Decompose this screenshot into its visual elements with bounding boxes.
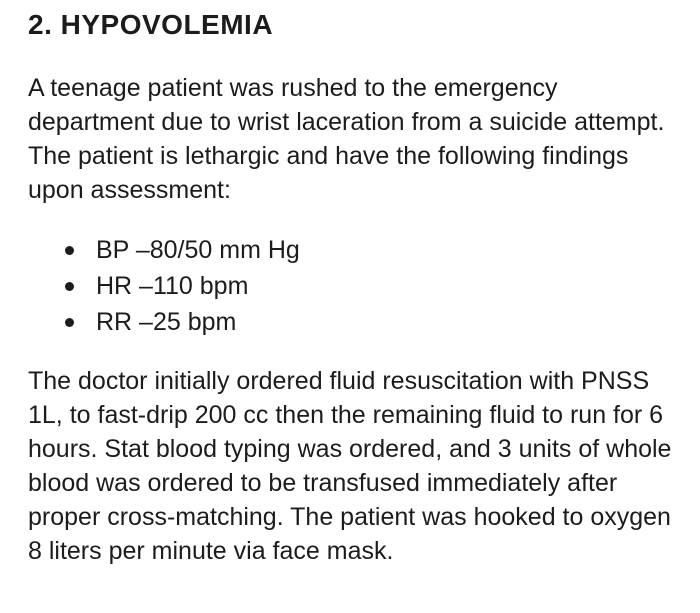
bullet-icon bbox=[65, 282, 74, 291]
finding-text: RR –25 bpm bbox=[96, 308, 237, 336]
bullet-icon bbox=[65, 318, 74, 327]
finding-text: HR –110 bpm bbox=[96, 272, 249, 300]
bullet-icon bbox=[65, 246, 74, 255]
section-heading: 2. HYPOVOLEMIA bbox=[28, 9, 274, 40]
case-description-paragraph: A teenage patient was rushed to the emergency department due to wrist laceration from a suicide attempt. The patient is lethargic and have the following findings upon assessment: bbox=[28, 74, 665, 204]
finding-text: BP –80/50 mm Hg bbox=[96, 236, 300, 264]
treatment-orders-paragraph: The doctor initially ordered fluid resuscitation with PNSS 1L, to fast-drip 200 cc then the remaining fluid to run for 6 hours. Stat blood typing was ordered, and 3 units of whole blood was ordered to be transfused immediately after proper cross-matching. The patient was hooked to oxygen 8 liters per minute via face mask. bbox=[28, 367, 672, 565]
